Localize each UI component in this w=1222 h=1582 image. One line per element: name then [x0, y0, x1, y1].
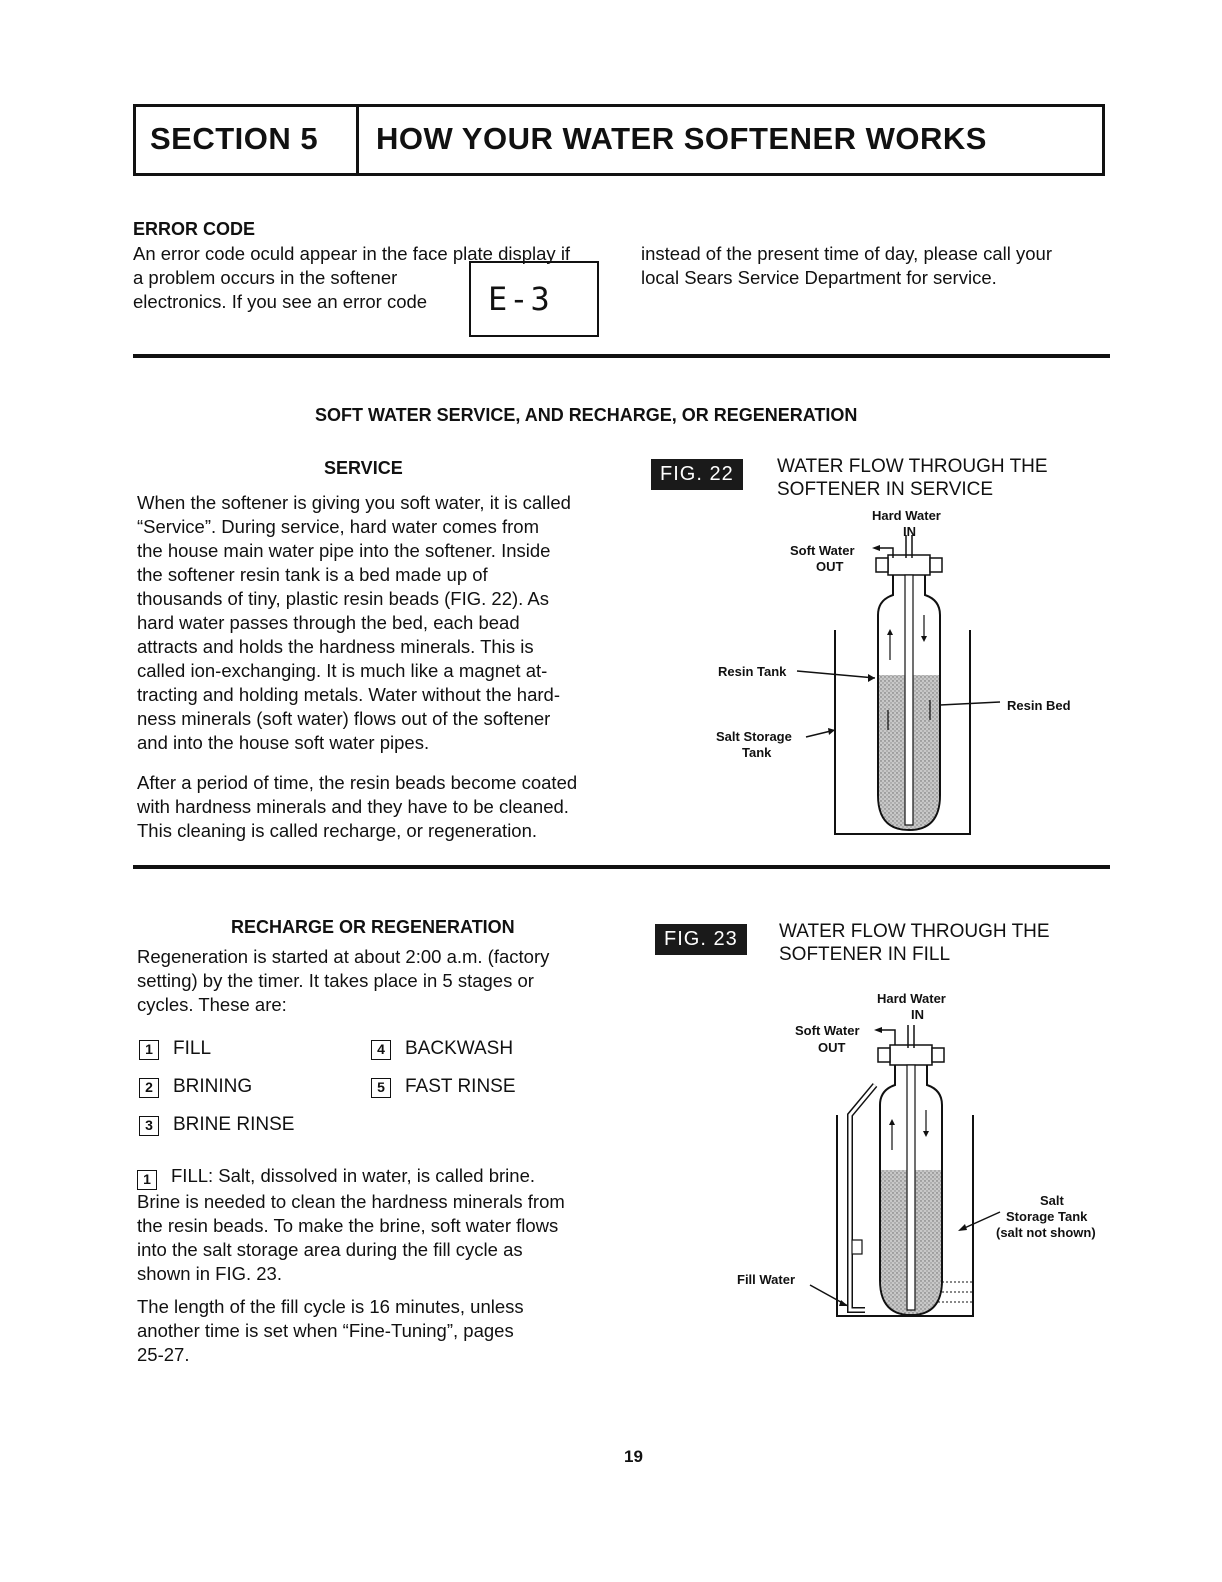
fig22-badge: FIG. 22 [651, 459, 743, 490]
fig23-salt-not-shown-label: (salt not shown) [996, 1225, 1096, 1240]
fig23-brine-valve [852, 1240, 862, 1254]
cycle-item-brine-rinse [139, 1114, 294, 1136]
page-title: HOW YOUR WATER SOFTENER WORKS [376, 121, 987, 156]
fig23-salt-label: Salt [1040, 1193, 1064, 1208]
fig22-out-label: OUT [816, 559, 844, 574]
cycle-label: BACKWASH [405, 1038, 514, 1059]
cycle-number-box: 1 [139, 1040, 159, 1060]
error-display-box-bottom [469, 335, 599, 337]
text-line: thousands of tiny, plastic resin beads (FIG. 22). As [137, 588, 549, 609]
text-line: After a period of time, the resin beads become coated [137, 772, 578, 793]
fig23-outlet-pipe [878, 1048, 890, 1062]
text-line: called ion-exchanging. It is much like a magnet at- [137, 660, 548, 681]
service-paragraph-1 [137, 491, 607, 755]
cycle-label: FILL [173, 1038, 212, 1059]
fig23-soft-water-label: Soft Water [795, 1023, 860, 1038]
fig22-outlet-pipe [876, 558, 888, 572]
text-line: the resin beads. To make the brine, soft water flows [137, 1215, 559, 1236]
error-code-text-line1: An error code oculd appear in the face plate display if [133, 243, 571, 264]
text-line [137, 1164, 565, 1190]
text-line: setting) by the timer. It takes place in 5 stages or [137, 970, 534, 991]
error-code-text-line2: a problem occurs in the softener [133, 267, 398, 288]
text-line: attracts and holds the hardness minerals. This is [137, 636, 534, 657]
fig22-soft-water-label: Soft Water [790, 543, 855, 558]
fig22-valve-head [888, 555, 930, 575]
fig22-inlet-pipe [930, 558, 942, 572]
cycle-number-box: 5 [371, 1078, 391, 1098]
fig22-salt-storage-label: Salt Storage [716, 729, 792, 744]
section-header-divider [356, 104, 359, 176]
cycle-number-box: 1 [137, 1170, 157, 1190]
cycle-number-box: 2 [139, 1078, 159, 1098]
text-line: into the salt storage area during the fill cycle as [137, 1239, 523, 1260]
text-line: the house main water pipe into the softener. Inside [137, 540, 551, 561]
fig22-title-line2: SOFTENER IN SERVICE [777, 479, 994, 500]
service-paragraph-2 [137, 771, 577, 843]
cycle-label: BRINING [173, 1076, 253, 1097]
fig23-title-line2: SOFTENER IN FILL [779, 944, 951, 965]
text-line: tracting and holding metals. Water without the hard- [137, 684, 560, 705]
text-line: shown in FIG. 23. [137, 1263, 282, 1284]
cycle-number-box: 3 [139, 1116, 159, 1136]
error-code-heading: ERROR CODE [133, 219, 256, 239]
fig23-in-label: IN [911, 1007, 924, 1022]
cycle-item-brining [139, 1076, 252, 1098]
section-label: SECTION 5 [150, 121, 319, 156]
section-rule-2 [133, 865, 1110, 869]
fig23-title [779, 920, 1050, 966]
text-line: The length of the fill cycle is 16 minutes, unless [137, 1296, 524, 1317]
text-line: When the softener is giving you soft water, it is called [137, 492, 571, 513]
fig22-diagram [700, 500, 1100, 845]
cycle-label: FAST RINSE [405, 1076, 516, 1097]
text-line: Regeneration is started at about 2:00 a.m. (factory [137, 946, 550, 967]
error-code-text-right2: local Sears Service Department for service. [641, 267, 997, 288]
fig23-riser-tube [907, 1065, 915, 1310]
text-line: hard water passes through the bed, each bead [137, 612, 520, 633]
cycle-number-box: 4 [371, 1040, 391, 1060]
fill-text: FILL: Salt, dissolved in water, is called brine. [171, 1165, 536, 1186]
error-code-display: E-3 [488, 280, 552, 318]
text-line: “Service”. During service, hard water comes from [137, 516, 539, 537]
fig23-inlet-pipe [932, 1048, 944, 1062]
fig23-badge: FIG. 23 [655, 924, 747, 955]
text-line: the softener resin tank is a bed made up of [137, 564, 488, 585]
fig22-title-line1: WATER FLOW THROUGH THE [777, 456, 1048, 477]
fig22-hard-water-label: Hard Water [872, 508, 941, 523]
length-paragraph [137, 1295, 524, 1367]
fig23-storage-tank-label: Storage Tank [1006, 1209, 1088, 1224]
error-code-text-line3: electronics. If you see an error code [133, 291, 428, 312]
cycle-item-fill [139, 1038, 211, 1060]
text-line: Brine is needed to clean the hardness minerals from [137, 1191, 565, 1212]
text-line: ness minerals (soft water) flows out of the softener [137, 708, 551, 729]
fill-paragraph [137, 1164, 565, 1286]
fig22-resin-bed-label: Resin Bed [1007, 698, 1071, 713]
text-line: with hardness minerals and they have to be cleaned. [137, 796, 569, 817]
page-number: 19 [624, 1447, 643, 1466]
fig22-title [777, 455, 1048, 501]
text-line: and into the house soft water pipes. [137, 732, 430, 753]
service-heading: SERVICE [324, 458, 403, 478]
fig22-tank-label: Tank [742, 745, 772, 760]
fig22-riser-tube [905, 575, 913, 825]
cycle-item-fast-rinse [371, 1076, 516, 1098]
main-heading: SOFT WATER SERVICE, AND RECHARGE, OR REGENERATION [315, 405, 858, 425]
section-rule-1 [133, 354, 1110, 358]
fig23-valve-head [890, 1045, 932, 1065]
error-code-text-right1: instead of the present time of day, please call your [641, 243, 1053, 264]
fig23-out-label: OUT [818, 1040, 846, 1055]
fig23-title-line1: WATER FLOW THROUGH THE [779, 921, 1050, 942]
fig22-resin-tank-label: Resin Tank [718, 664, 787, 679]
text-line: This cleaning is called recharge, or regeneration. [137, 820, 538, 841]
text-line: cycles. These are: [137, 994, 287, 1015]
text-line: another time is set when “Fine-Tuning”, pages [137, 1320, 514, 1341]
recharge-heading: RECHARGE OR REGENERATION [231, 917, 515, 937]
recharge-intro [137, 945, 549, 1017]
fig22-in-label: IN [903, 524, 916, 539]
text-line: 25-27. [137, 1344, 190, 1365]
fig23-diagram [700, 1000, 1100, 1325]
fig23-fill-water-label: Fill Water [737, 1272, 796, 1287]
fig23-hard-water-label: Hard Water [877, 991, 946, 1006]
cycle-item-backwash [371, 1038, 513, 1060]
cycle-label: BRINE RINSE [173, 1114, 295, 1135]
